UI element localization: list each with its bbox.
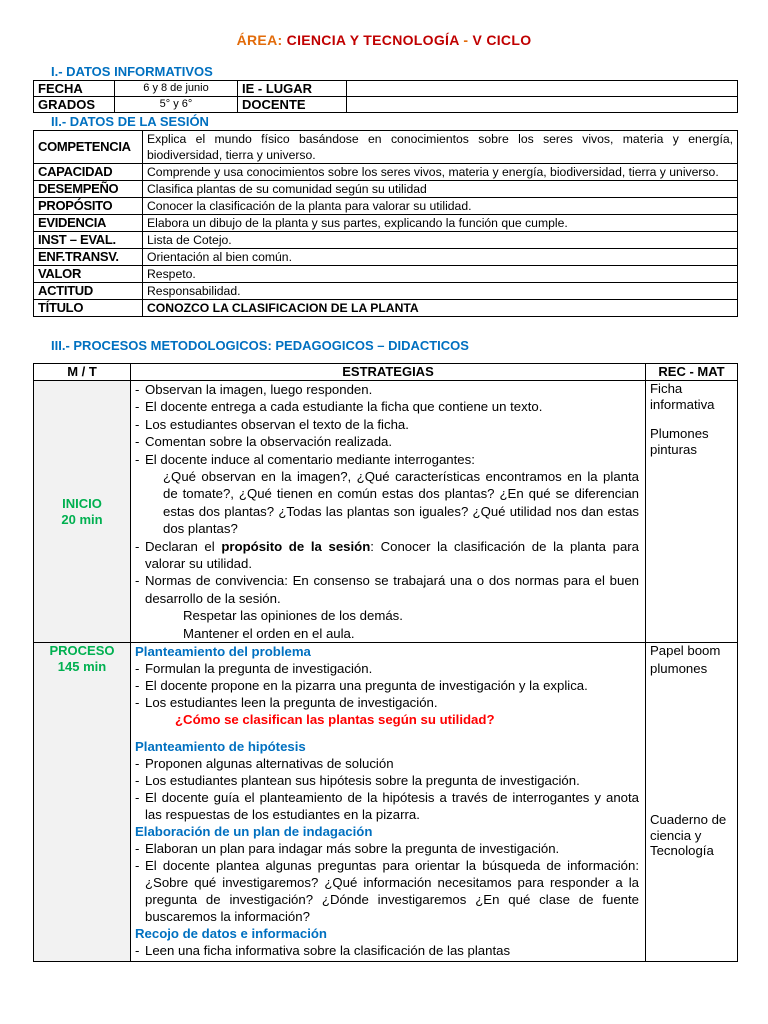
session-label: CAPACIDAD [34,164,143,181]
session-label: PROPÓSITO [34,198,143,215]
grados-label: GRADOS [34,97,115,113]
header-rec: REC - MAT [646,364,738,381]
header-mt: M / T [34,364,131,381]
process-table [33,363,738,962]
phase-proceso [34,643,131,962]
session-row [34,164,738,181]
questions: ¿Qué observan en la imagen?, ¿Qué características encontramos en la planta de tomate?, ¿Qué tienen en común estas dos plantas? ¿En qué se diferencian estas dos plantas? ¿Todas las plantas son iguales? ¿Qué utilidad nos dan estas dos plantas? [163,469,639,537]
phase-name: PROCESO [49,643,115,659]
list-item: - El docente propone en la pizarra una pregunta de investigación y la explica. [135,677,639,694]
session-text: Lista de Cotejo. [143,232,738,249]
resource: Ficha informativa [650,381,715,412]
subheading: Recojo de datos e información [135,926,327,942]
resource: Cuaderno de ciencia y Tecnología [650,812,727,859]
session-text: Explica el mundo físico basándose en conocimientos sobre los seres vivos, materia y energía, biodiversidad, tierra y universo. [143,131,738,164]
session-row [34,215,738,232]
session-label: COMPETENCIA [34,131,143,164]
list-item: - El docente guía el planteamiento de la hipótesis a través de interrogantes y anota las respuestas de los estudiantes en la pizarra. [135,789,639,823]
session-row [34,283,738,300]
section-procesos: III.- PROCESOS METODOLOGICOS: PEDAGOGICOS – DIDACTICOS [51,338,469,353]
session-text: Responsabilidad. [143,283,738,300]
session-label: ENF.TRANSV. [34,249,143,266]
session-label: ACTITUD [34,283,143,300]
phase-time: 20 min [61,511,103,527]
list-item: - Los estudiantes leen la pregunta de investigación. [135,694,639,711]
session-label: EVIDENCIA [34,215,143,232]
list-item: - Elaboran un plan para indagar más sobre la pregunta de investigación. [135,840,639,857]
session-text: Clasifica plantas de su comunidad según su utilidad [143,181,738,198]
inicio-resources [646,381,738,643]
subheading: Elaboración de un plan de indagación [135,824,373,840]
subheading: Planteamiento de hipótesis [135,739,306,755]
phase-time: 145 min [57,659,107,675]
header-estrategias: ESTRATEGIAS [131,364,646,381]
ie-label: IE - LUGAR [238,81,347,97]
grados-value: 5° y 6° [115,97,238,113]
page-title: ÁREA: CIENCIA Y TECNOLOGÍA - V CICLO [236,32,532,48]
session-label: DESEMPEÑO [34,181,143,198]
list-item: - Normas de convivencia: En consenso se trabajará una o dos normas para el buen desarrollo de la sesión. [135,572,639,607]
list-item: - Formulan la pregunta de investigación. [135,660,639,677]
session-row [34,198,738,215]
resource: Plumones pinturas [650,426,709,457]
research-question: ¿Cómo se clasifican las plantas según su utilidad? [175,712,495,728]
inicio-strategies [131,381,646,643]
session-text: Orientación al bien común. [143,249,738,266]
list-item: - Proponen algunas alternativas de solución [135,755,639,772]
phase-inicio [34,381,131,643]
list-item: - Leen una ficha informativa sobre la clasificación de las plantas [135,942,639,961]
list-item: - Declaran el propósito de la sesión: Conocer la clasificación de la planta para valorar su utilidad. [135,538,639,573]
proceso-strategies [131,643,646,962]
list-item: - Comentan sobre la observación realizada. [135,433,639,450]
session-row [34,181,738,198]
fecha-label: FECHA [34,81,115,97]
phase-name: INICIO [62,495,102,511]
section-datos-informativos: I.- DATOS INFORMATIVOS [51,64,213,79]
docente-label: DOCENTE [238,97,347,113]
session-text: Elabora un dibujo de la planta y sus partes, explicando la función que cumple. [143,215,738,232]
ie-value [347,81,738,97]
session-text: Respeto. [143,266,738,283]
session-row [34,249,738,266]
session-label: TÍTULO [34,300,143,317]
session-table [33,130,738,317]
norma: Mantener el orden en el aula. [183,625,355,641]
session-row [34,232,738,249]
resource: plumones [650,660,708,676]
docente-value [347,97,738,113]
subheading: Planteamiento del problema [135,644,311,660]
session-label: INST – EVAL. [34,232,143,249]
session-text: Conocer la clasificación de la planta para valorar su utilidad. [143,198,738,215]
session-label: VALOR [34,266,143,283]
fecha-value: 6 y 8 de junio [115,81,238,97]
session-row [34,300,738,317]
list-item: - El docente induce al comentario mediante interrogantes: [135,451,639,468]
list-item: - Observan la imagen, luego responden. [135,381,639,398]
list-item: - El docente entrega a cada estudiante la ficha que contiene un texto. [135,398,639,415]
session-title-value: CONOZCO LA CLASIFICACION DE LA PLANTA [143,300,738,317]
session-row [34,131,738,164]
section-datos-sesion: II.- DATOS DE LA SESIÓN [51,114,209,129]
norma: Respetar las opiniones de los demás. [183,608,403,624]
list-item: - Los estudiantes plantean sus hipótesis sobre la pregunta de investigación. [135,772,639,789]
session-row [34,266,738,283]
list-item: - El docente plantea algunas preguntas para orientar la búsqueda de información: ¿Sobre qué investigaremos? ¿Qué información necesitamos para responder a la pregunta de investigación? ¿Dónde investigaremos ¿En qué clase de fuente buscaremos la información? [135,857,639,925]
list-item: - Los estudiantes observan el texto de la ficha. [135,416,639,433]
resource: Papel boom [650,643,721,659]
session-text: Comprende y usa conocimientos sobre los seres vivos, materia y energía, biodiversidad, tierra y universo. [143,164,738,181]
info-table [33,80,738,113]
proceso-resources [646,643,738,962]
